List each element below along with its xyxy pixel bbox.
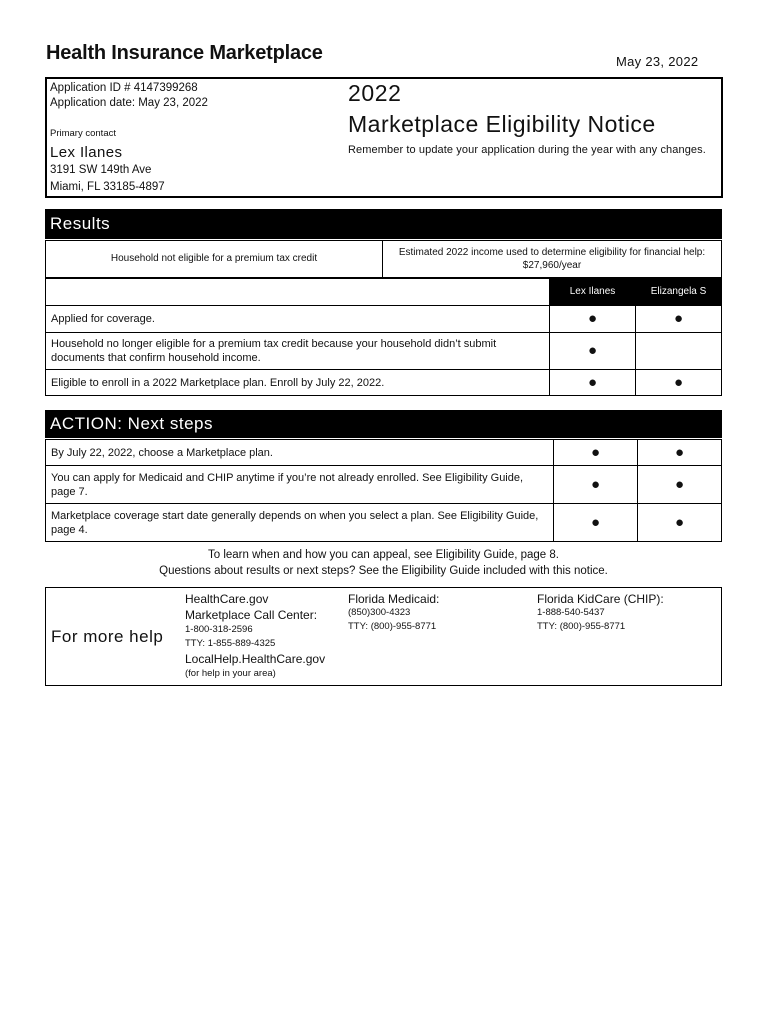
mark: ● <box>638 440 722 466</box>
call-center-phone: 1-800-318-2596 <box>185 624 253 635</box>
application-date: Application date: May 23, 2022 <box>50 97 208 109</box>
row-text: You can apply for Medicaid and CHIP anytime if you’re not already enrolled. See Eligibility Guide, page 7. <box>46 466 554 504</box>
row-text: Eligible to enroll in a 2022 Marketplace plan. Enroll by July 22, 2022. <box>46 370 550 396</box>
address-line2: Miami, FL 33185-4897 <box>50 181 165 193</box>
kidcare-tty: TTY: (800)-955-8771 <box>537 621 626 632</box>
mark: ● <box>554 504 638 542</box>
kidcare-phone: 1-888-540-5437 <box>537 607 605 618</box>
row-text: Marketplace coverage start date generally depends on when you select a plan. See Eligibility Guide, page 4. <box>46 504 554 542</box>
table-row <box>46 370 722 396</box>
results-header-blank <box>46 279 550 306</box>
medicaid-label: Florida Medicaid: <box>348 592 440 606</box>
actions-table <box>45 439 722 542</box>
mark: ● <box>554 466 638 504</box>
summary-right: Estimated 2022 income used to determine eligibility for financial help: $27,960/year <box>383 241 722 278</box>
table-row <box>46 504 722 542</box>
application-id: Application ID # 4147399268 <box>50 82 198 94</box>
mark: ● <box>636 306 722 333</box>
localhelp-note: (for help in your area) <box>185 668 276 679</box>
results-table <box>45 278 722 396</box>
table-row <box>46 466 722 504</box>
appeal-note: To learn when and how you can appeal, see Eligibility Guide, page 8. <box>208 549 559 561</box>
notice-title: Marketplace Eligibility Notice <box>348 111 656 137</box>
row-text: Household no longer eligible for a premium tax credit because your household didn’t submit documents that confirm household income. <box>46 333 550 370</box>
table-row <box>46 333 722 370</box>
summary-left: Household not eligible for a premium tax credit <box>46 241 383 278</box>
mark: ● <box>554 440 638 466</box>
mark: ● <box>550 370 636 396</box>
results-heading: Results <box>45 209 722 239</box>
call-center-label: Marketplace Call Center: <box>185 608 318 622</box>
medicaid-phone: (850)300-4323 <box>348 607 411 618</box>
help-label: For more help <box>51 627 164 646</box>
localhelp-link[interactable]: LocalHelp.HealthCare.gov <box>185 652 326 666</box>
call-center-tty: TTY: 1-855-889-4325 <box>185 638 276 649</box>
column-lex: Lex Ilanes <box>550 279 636 306</box>
mark: ● <box>638 504 722 542</box>
notice-reminder: Remember to update your application during the year with any changes. <box>348 144 706 156</box>
contact-name: Lex Ilanes <box>50 144 123 161</box>
mark: ● <box>550 306 636 333</box>
mark: ● <box>638 466 722 504</box>
address-line1: 3191 SW 149th Ave <box>50 164 152 176</box>
table-row <box>46 440 722 466</box>
actions-heading: ACTION: Next steps <box>45 410 722 438</box>
table-row <box>46 306 722 333</box>
primary-contact-label: Primary contact <box>50 128 116 139</box>
healthcare-gov-link[interactable]: HealthCare.gov <box>185 592 269 606</box>
mark: ● <box>550 333 636 370</box>
page-title: Health Insurance Marketplace <box>46 42 323 64</box>
questions-note: Questions about results or next steps? See the Eligibility Guide included with this notice. <box>159 565 608 577</box>
results-summary-table <box>45 240 722 278</box>
mark <box>636 333 722 370</box>
column-elizangela: Elizangela S <box>636 279 722 306</box>
mark: ● <box>636 370 722 396</box>
row-text: By July 22, 2022, choose a Marketplace plan. <box>46 440 554 466</box>
row-text: Applied for coverage. <box>46 306 550 333</box>
notice-date: May 23, 2022 <box>616 54 699 69</box>
kidcare-label: Florida KidCare (CHIP): <box>537 592 664 606</box>
medicaid-tty: TTY: (800)-955-8771 <box>348 621 437 632</box>
notice-year: 2022 <box>348 80 402 106</box>
